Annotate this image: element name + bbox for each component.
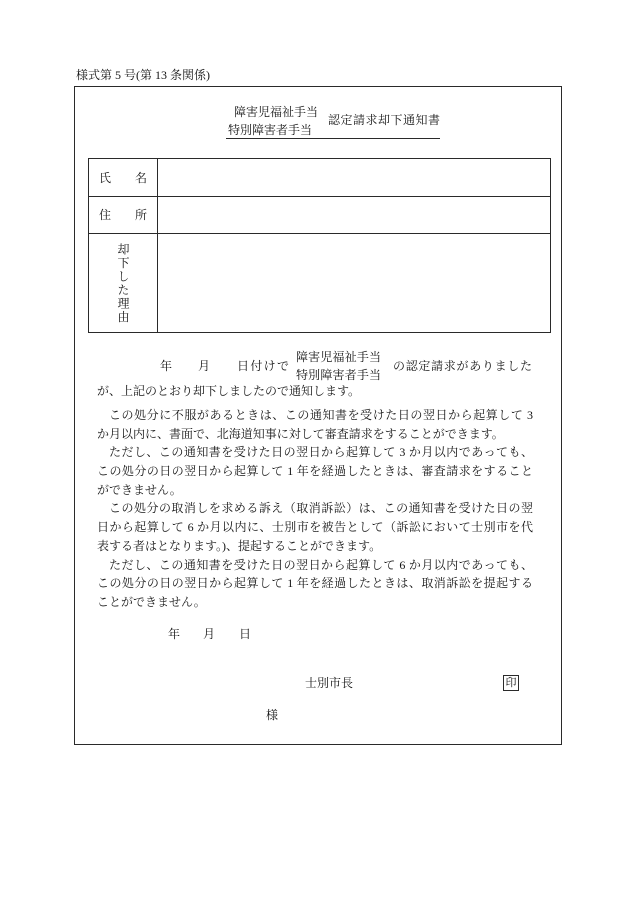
appeal-paragraph-line: この処分に不服があるときは、この通知書を受けた日の翌日から起算して 3: [109, 408, 533, 422]
appeal-limit-paragraph-line: ができません。: [97, 482, 182, 497]
issue-date-year: 年: [168, 627, 181, 641]
rejection-reason-value-cell: [158, 234, 550, 332]
notice-allowance-special-disability: 特別障害者手当: [296, 368, 381, 382]
notice-body: [97, 406, 533, 612]
lawsuit-paragraph-line: 日から起算して 6 か月以内に、士別市を被告として（訴訟において士別市を代: [97, 520, 533, 535]
issuer-name: 士別市長: [305, 676, 354, 690]
lawsuit-paragraph-line: 表する者はとなります。)、提起することができます。: [97, 538, 382, 553]
title-suffix: 認定請求却下通知書: [328, 113, 440, 127]
notice-request-tail: の認定請求がありました: [393, 359, 532, 373]
appeal-limit-paragraph-line: この処分の日の翌日から起算して 1 年を経過したときは、審査請求をすること: [97, 464, 533, 479]
notice-date-suffix: 日付けで: [237, 359, 289, 373]
lawsuit-paragraph-line: この処分の取消しを求める訴え（取消訴訟）は、この通知書を受けた日の翌: [109, 501, 533, 516]
form-number: 様式第 5 号(第 13 条関係): [76, 68, 210, 82]
name-value-cell: [158, 159, 550, 196]
table-row-name: [89, 159, 550, 197]
notice-allowance-child-disability: 障害児福祉手当: [296, 350, 381, 364]
addressee-suffix: 様: [266, 708, 279, 722]
title-allowance-child-disability: 障害児福祉手当: [234, 105, 319, 119]
rejection-reason-label-cell: [89, 234, 158, 332]
notice-year: 年: [160, 359, 173, 373]
lawsuit-limit-paragraph-line: ことができません。: [97, 594, 206, 609]
appeal-limit-paragraph-line: ただし、この通知書を受けた日の翌日から起算して 3 か月以内であっても、: [109, 445, 533, 460]
table-row-rejection-reason: [89, 234, 550, 332]
appeal-paragraph-line: か月以内に、書面で、北海道知事に対して審査請求をすることができます。: [97, 426, 504, 441]
lawsuit-limit-paragraph-line: この処分の日の翌日から起算して 1 年を経過したときは、取消訴訟を提起する: [97, 576, 533, 591]
notice-continuation: が、上記のとおり却下しましたので通知します。: [97, 384, 361, 398]
applicant-info-table: [88, 158, 551, 333]
address-label: 住 所: [89, 197, 158, 233]
seal-placeholder: 印: [503, 675, 519, 691]
title-underline: [226, 138, 440, 139]
notice-month: 月: [198, 359, 211, 373]
name-label: 氏 名: [89, 159, 158, 196]
rejection-reason-label: 却下した理由: [116, 243, 130, 324]
issue-date-day: 日: [239, 627, 252, 641]
address-value-cell: [158, 197, 550, 233]
issue-date-month: 月: [203, 627, 216, 641]
title-allowance-special-disability: 特別障害者手当: [228, 123, 313, 137]
lawsuit-limit-paragraph-line: ただし、この通知書を受けた日の翌日から起算して 6 か月以内であっても、: [109, 557, 533, 572]
table-row-address: [89, 197, 550, 234]
